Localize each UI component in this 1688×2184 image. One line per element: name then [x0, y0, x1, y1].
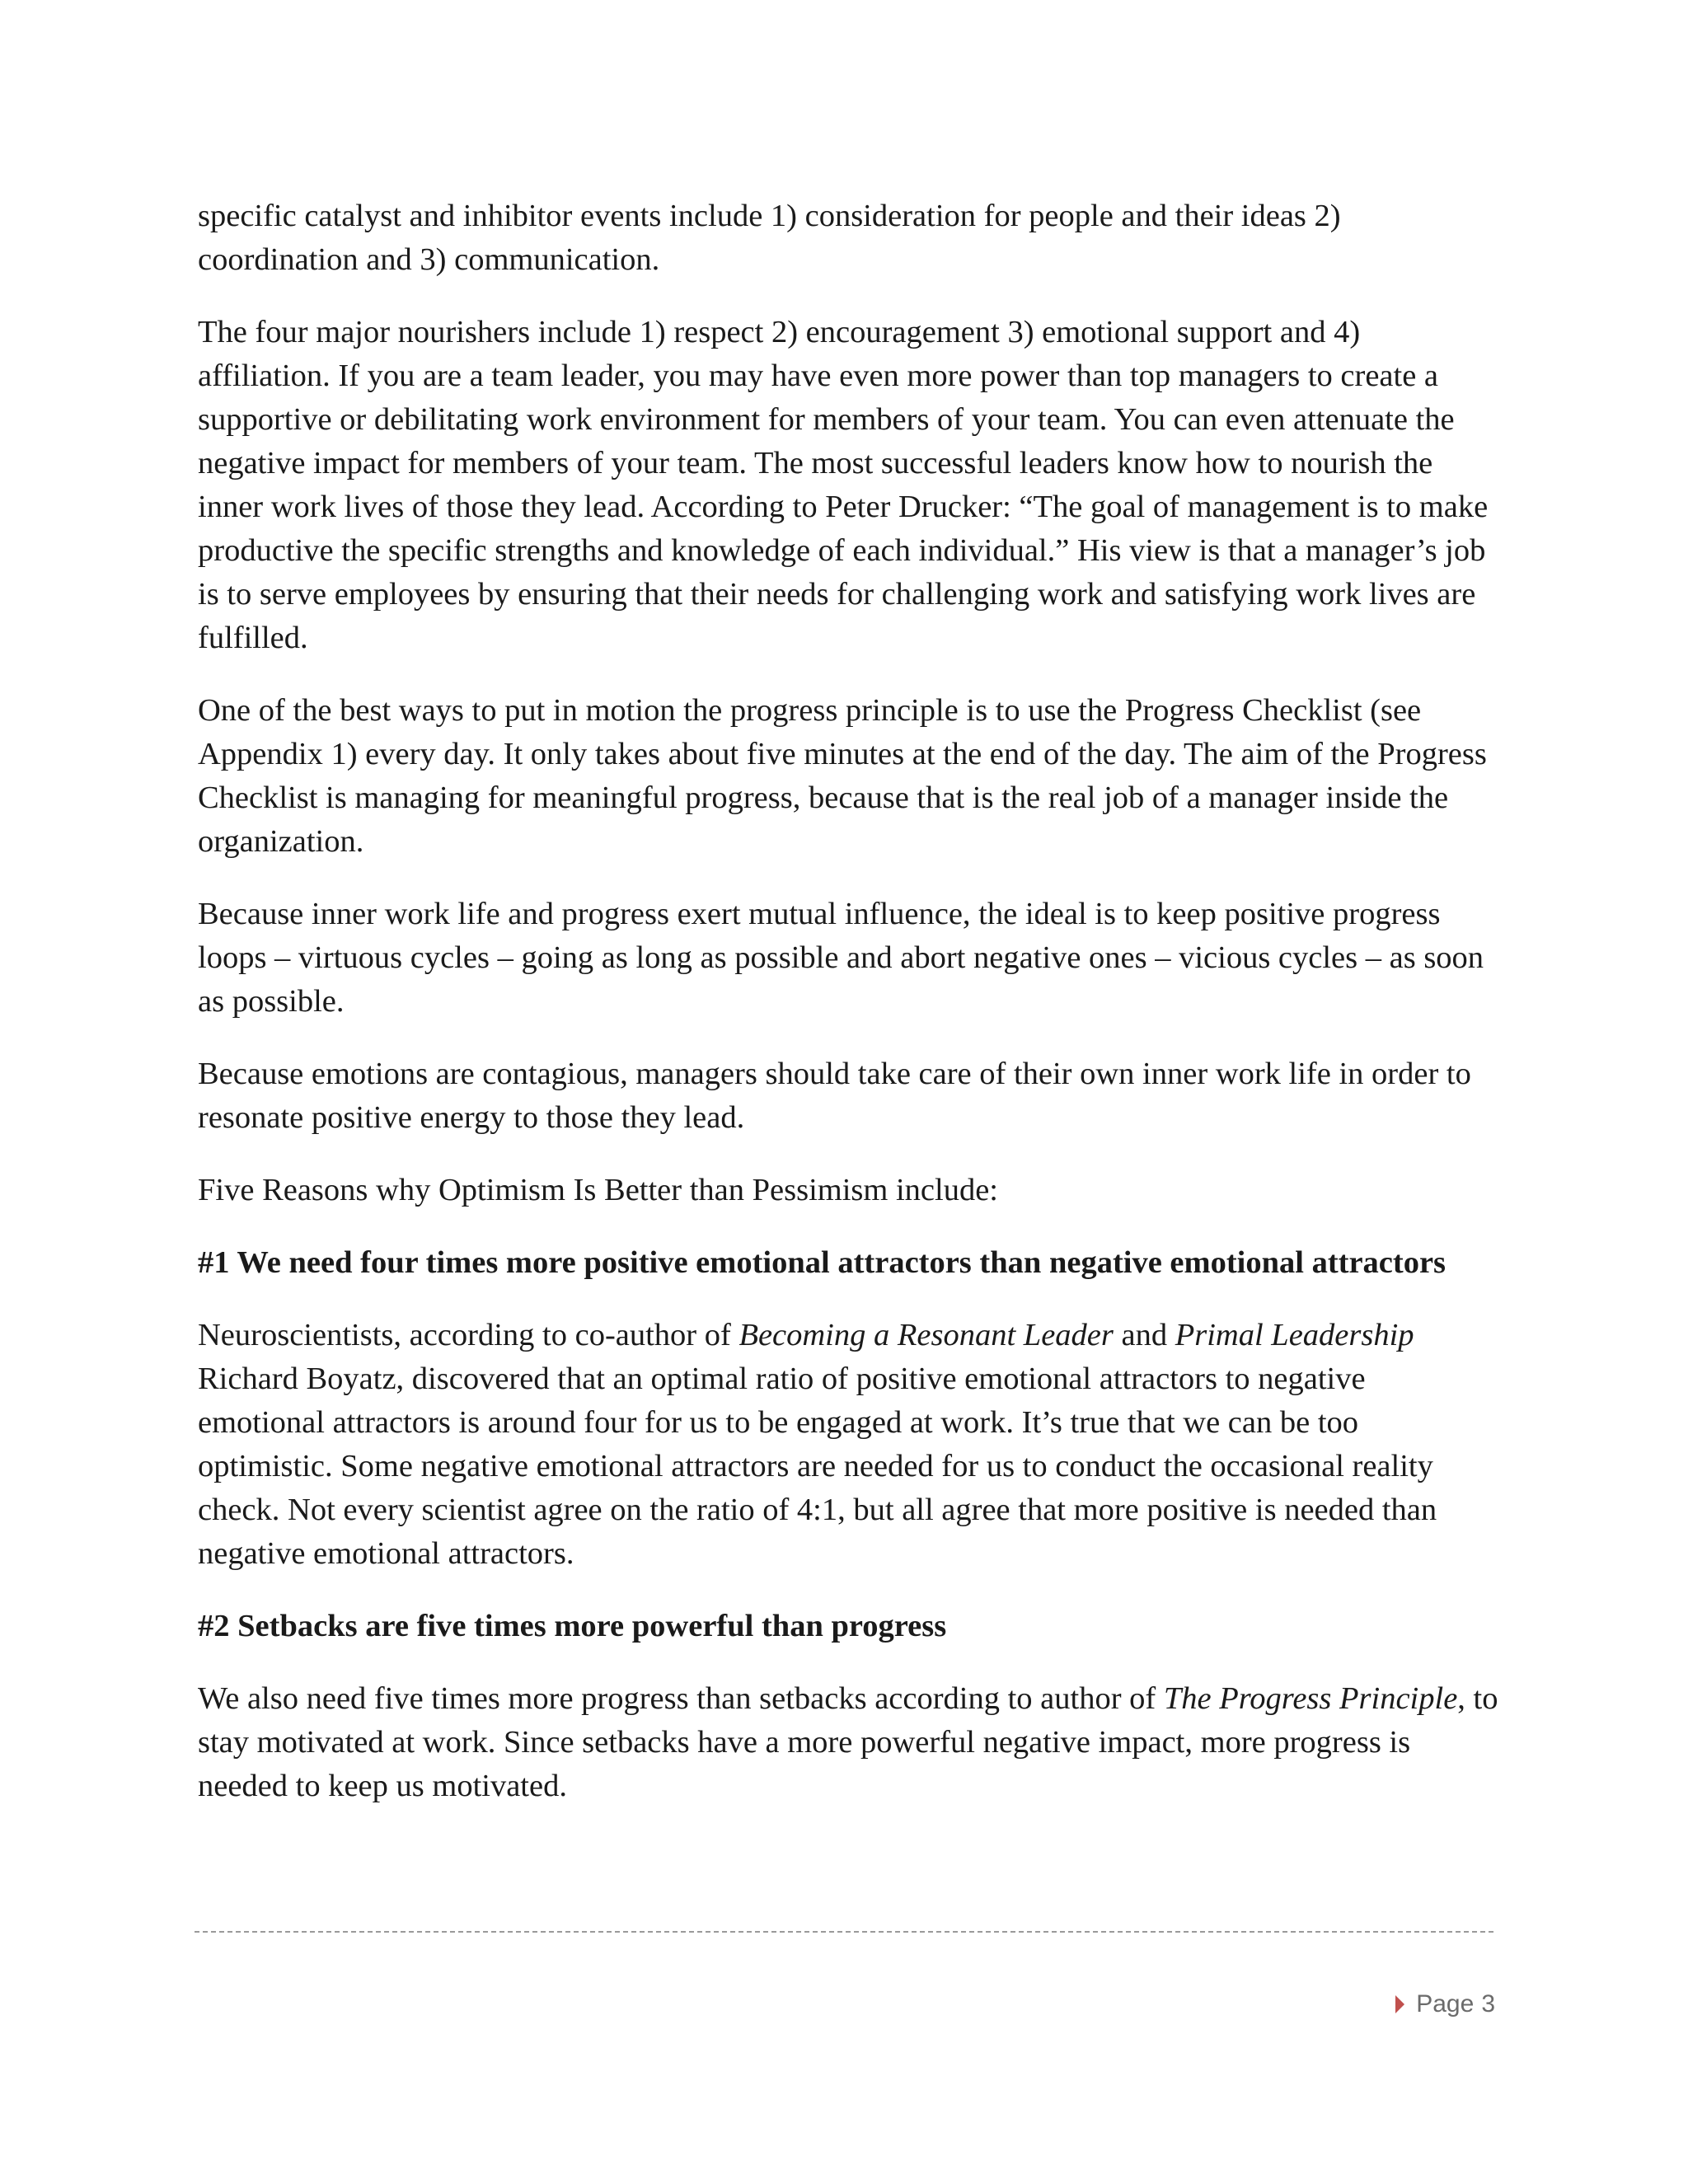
heading-text: #1 We need four times more positive emotional attractors than negative emotional attractors [198, 1245, 1447, 1280]
paragraph-nourishers [198, 311, 1500, 660]
text-segment: The four major nourishers include 1) respect 2) encouragement 3) emotional support and 4) affiliation. If you are a team leader, you may have even more power than top managers to create a supportive or debilitating work environment for members of your team. You can even attenuate the negative impact for members of your team. The most successful leaders know how to nourish the inner work lives of those they lead. According to Peter Drucker: “The goal of management is to make productive the specific strengths and knowledge of each individual.” His view is that a manager’s job is to serve employees by ensuring that their needs for challenging work and satisfying work lives are fulfilled. [198, 315, 1489, 655]
paragraph-progress-loops [198, 893, 1500, 1024]
paragraph-contagious-emotions [198, 1052, 1500, 1140]
book-title-becoming-a-resonant-leader: Becoming a Resonant Leader [738, 1318, 1114, 1352]
book-title-the-progress-principle: The Progress Principle [1163, 1681, 1458, 1716]
text-segment: Neuroscientists, according to co-author of [198, 1318, 739, 1352]
footer-divider [195, 1931, 1493, 1933]
text-segment: Because emotions are contagious, managers should take care of their own inner work life in order to resonate positive energy to those they lead. [198, 1057, 1471, 1135]
text-segment: Richard Boyatz, discovered that an optimal ratio of positive emotional attractors to negative emotional attractors is around four for us to be engaged at work. It’s true that we can be too optimistic. Some negative emotional attractors are needed for us to conduct the occasional reality check. Not every scientist agree on the ratio of 4:1, but all agree that more positive is needed than negative emotional attractors. [198, 1361, 1437, 1571]
heading-reason-1 [198, 1241, 1500, 1285]
paragraph-five-reasons-intro [198, 1169, 1500, 1212]
body-text [198, 194, 1500, 1837]
text-segment: One of the best ways to put in motion the progress principle is to use the Progress Checklist (see Appendix 1) every day. It only takes about five minutes at the end of the day. The aim of the Progress Checklist is managing for meaningful progress, because that is the real job of a manager inside the organization. [198, 693, 1487, 859]
heading-reason-2 [198, 1605, 1500, 1648]
text-segment: and [1113, 1318, 1175, 1352]
text-segment: We also need five times more progress than setbacks according to author of [198, 1681, 1164, 1716]
page-number-value: 3 [1481, 1990, 1495, 2018]
text-segment: Five Reasons why Optimism Is Better than Pessimism include: [198, 1173, 998, 1207]
paragraph-catalyst-events [198, 194, 1500, 282]
book-title-primal-leadership: Primal Leadership [1175, 1318, 1414, 1352]
paragraph-setbacks [198, 1677, 1500, 1808]
heading-text: #2 Setbacks are five times more powerful than progress [198, 1609, 947, 1643]
page-number [1395, 1988, 1495, 2021]
text-segment: Because inner work life and progress exert mutual influence, the ideal is to keep positive progress loops – virtuous cycles – going as long as possible and abort negative ones – vicious cycles – as soon as possible. [198, 897, 1484, 1019]
paragraph-progress-checklist [198, 689, 1500, 864]
caret-right-icon [1395, 1995, 1404, 2013]
text-segment: , to stay motivated at work. Since setbacks have a more powerful negative impact, more progress is needed to keep us motivated. [198, 1681, 1498, 1803]
text-segment: specific catalyst and inhibitor events include 1) consideration for people and their ideas 2) coordination and 3) communication. [198, 199, 1341, 277]
page-label: Page [1416, 1990, 1475, 2018]
paragraph-neuroscientists [198, 1314, 1500, 1576]
